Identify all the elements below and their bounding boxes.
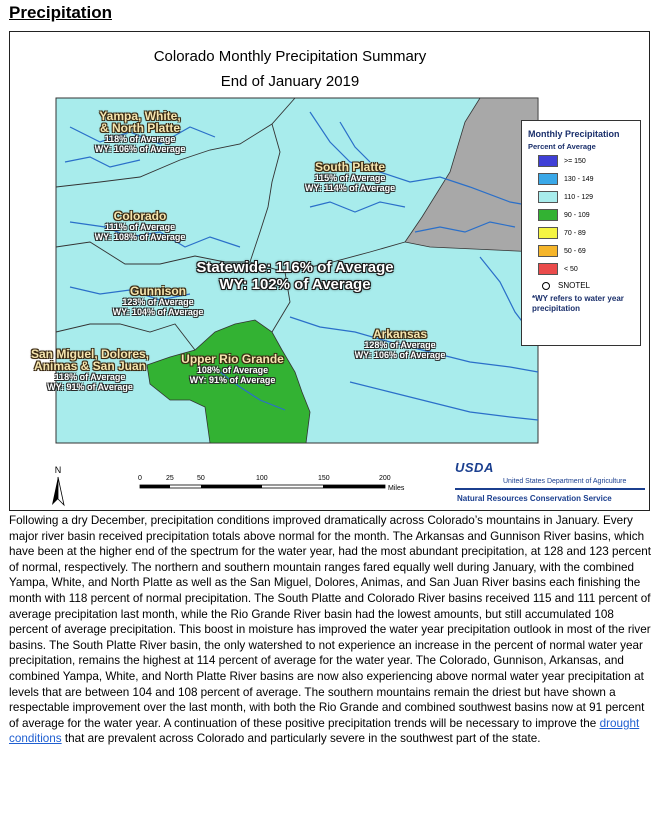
legend-row [528, 261, 634, 277]
legend-label: 50 - 69 [564, 247, 586, 255]
legend-row [528, 225, 634, 241]
drought-conditions-link[interactable]: drought conditions [9, 716, 640, 746]
legend-label: >= 150 [564, 157, 586, 165]
basin-label-arkansas: Arkansas 128% of Average WY: 106% of Average [354, 327, 446, 360]
north-arrow-icon [50, 475, 66, 509]
usda-divider [455, 488, 645, 490]
article-paragraph: Following a dry December, precipitation conditions improved dramatically across Colorado’s mountains in January. Every major river basin received precipitation totals above normal for the month. The Arkansas and Gunnison River basins, which have been at the higher end of the spectrum for the water year, had the most abundant precipitation, at 128 and 123 percent of normal, respectively. The northern and southern mountain ranges fared equally well during January, with the combined Yampa, White, and North Platte as well as the San Miguel, Dolores, Animas, and San Juan River basins each finishing the month with 118 percent of normal precipitation. The South Platte and Colorado River basins received 115 and 111 percent of average precipitation last month, while the Rio Grande River basin had the lowest amounts, but still accumulated 108 percent of average precipitation. This boost in moisture has improved the water year precipitation outlook in most of the river basins. The South Platte River basin, the only watershed to not experience an increase in the percent of normal water year precipitation, remains the highest at 114 percent of average for the water year. The Colorado, Gunnison, Arkansas, and combined Yampa, White, and North Platte River basins are now also experiencing above normal water year precipitation at levels that are between 104 and 108 percent of average. The southern mountains remain the driest but have shown a respectable improvement over the last month, with both the Rio Grande and combined southwest basins now at 91 percent of average for the water year. A continuation of these positive precipitation trends will be necessary to improve the drought conditions that are prevalent across Colorado and particularly severe in the southwest part of the state. [9, 514, 651, 746]
usda-logo-block [455, 460, 645, 503]
legend-row [528, 153, 634, 169]
basin-label-rio-grande: Upper Rio Grande 108% of Average WY: 91% of Average [181, 352, 284, 385]
scale-tick: 50 [197, 475, 205, 482]
north-label: N [54, 465, 62, 475]
legend-swatch [538, 155, 558, 167]
basin-label-colorado: Colorado 111% of Average WY: 108% of Average [94, 209, 186, 242]
scale-tick: 100 [256, 475, 268, 482]
scale-tick: 25 [166, 475, 174, 482]
page-heading: Precipitation [9, 3, 112, 22]
north-arrow [50, 465, 66, 511]
basin-label-gunnison: Gunnison 123% of Average WY: 104% of Average [112, 284, 204, 317]
legend-swatch [538, 173, 558, 185]
basin-label-san-juan: San Miguel, Dolores, Animas & San Juan 118% of Average WY: 91% of Average [30, 347, 150, 392]
scale-tick: 200 [379, 475, 391, 482]
scale-unit: Miles [388, 485, 405, 492]
basin-label-yampa: Yampa, White, & North Platte 118% of Average WY: 106% of Average [94, 109, 186, 154]
legend-swatch [538, 209, 558, 221]
legend-row [528, 189, 634, 205]
map-legend [521, 120, 641, 346]
legend-subtitle: Percent of Average [528, 142, 596, 151]
legend-note: *WY refers to water year precipitation [532, 294, 624, 313]
legend-row [528, 207, 634, 223]
usda-department: United States Department of Agriculture [503, 478, 627, 485]
scale-tick: 150 [318, 475, 330, 482]
legend-label: 70 - 89 [564, 229, 586, 237]
legend-row [528, 243, 634, 259]
legend-row [528, 171, 634, 187]
scale-bar [135, 475, 425, 499]
statewide-summary: Statewide: 116% of Average WY: 102% of Average [196, 259, 394, 293]
legend-label: 130 - 149 [564, 175, 594, 183]
map-subtitle: End of January 2019 [220, 73, 360, 90]
basin-label-south-platte: South Platte 115% of Average WY: 114% of Average [304, 160, 396, 193]
nrcs-name: Natural Resources Conservation Service [457, 494, 612, 503]
snotel-circle-icon [542, 282, 550, 290]
legend-swatch [538, 263, 558, 275]
map-title: Colorado Monthly Precipitation Summary [153, 48, 427, 65]
legend-label: 110 - 129 [564, 193, 594, 201]
legend-snotel: SNOTEL [528, 281, 634, 290]
precipitation-map [9, 31, 650, 511]
legend-swatch [538, 227, 558, 239]
legend-swatch [538, 191, 558, 203]
legend-title: Monthly Precipitation [528, 129, 620, 139]
legend-swatch [538, 245, 558, 257]
legend-label: 90 - 109 [564, 211, 590, 219]
scale-tick: 0 [138, 475, 142, 482]
legend-label: < 50 [564, 265, 578, 273]
usda-logo: USDA [455, 460, 494, 475]
